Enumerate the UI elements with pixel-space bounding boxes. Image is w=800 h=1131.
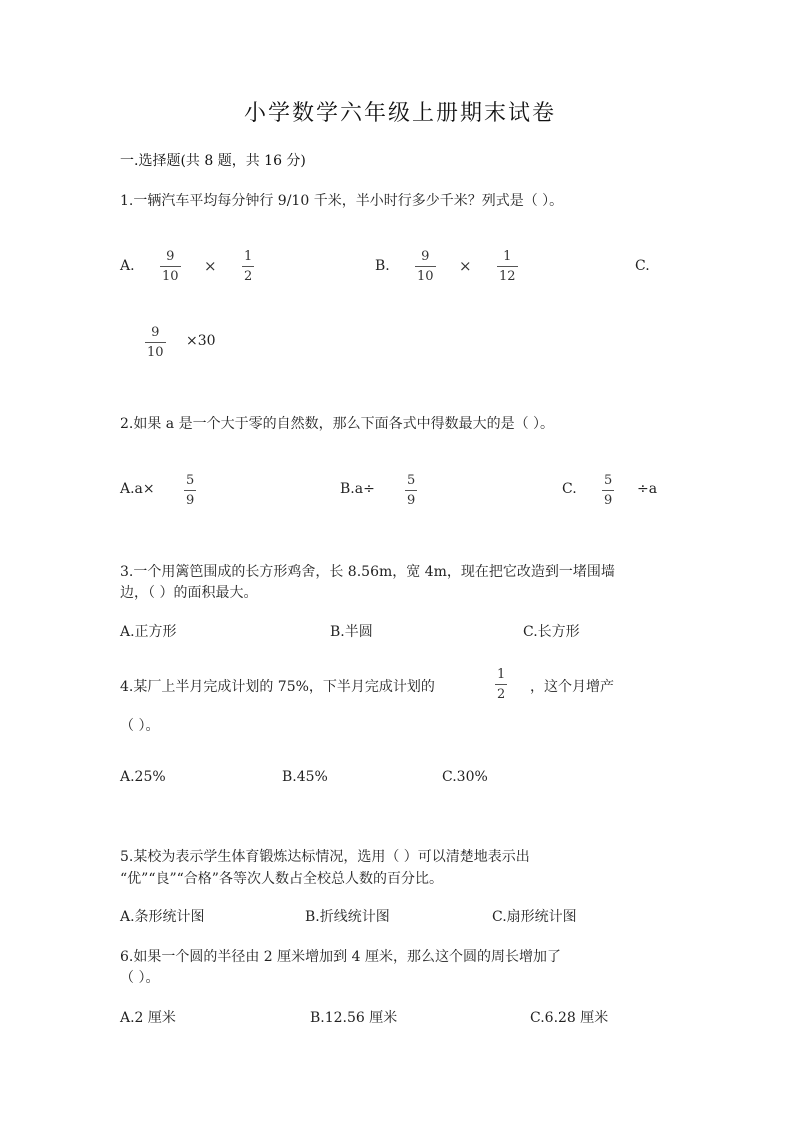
numerator: 1: [497, 667, 506, 682]
denominator: 2: [497, 687, 506, 702]
q2-option-a-label: A.a×: [120, 481, 155, 497]
denominator: 10: [162, 269, 179, 284]
numerator: 5: [186, 473, 195, 488]
numerator: 5: [407, 473, 416, 488]
times-sign: ×: [459, 257, 472, 275]
q2-option-b-fraction: [405, 474, 417, 507]
q5-option-b: B.折线统计图: [305, 909, 390, 925]
numerator: 9: [421, 249, 430, 264]
numerator: 9: [151, 325, 160, 340]
question-4-stem-part-1: 4.某厂上半月完成计划的 75%，下半月完成计划的: [120, 679, 435, 695]
q4-option-b: B.45%: [282, 769, 328, 785]
denominator: 2: [244, 269, 253, 284]
q4-option-a: A.25%: [120, 769, 166, 785]
page-title: 小学数学六年级上册期末试卷: [243, 101, 556, 126]
question-6-stem-line-2: （ ）。: [120, 970, 160, 986]
q2-option-c-fraction: [602, 474, 614, 507]
question-6-stem-line-1: 6.如果一个圆的半径由 2 厘米增加到 4 厘米，那么这个圆的周长增加了: [120, 949, 561, 965]
q6-option-c: C.6.28 厘米: [530, 1010, 609, 1026]
q5-option-c: C.扇形统计图: [492, 909, 577, 925]
q6-option-b: B.12.56 厘米: [310, 1010, 398, 1026]
question-2-stem: 2.如果 a 是一个大于零的自然数，那么下面各式中得数最大的是（ ）。: [120, 416, 555, 432]
numerator: 5: [604, 473, 613, 488]
q1-option-b-fraction-1: [415, 250, 436, 283]
q1-option-a-fraction-2: [242, 250, 254, 283]
numerator: 1: [244, 249, 253, 264]
times-sign: ×: [204, 257, 217, 275]
q1-option-a-fraction-1: [160, 250, 181, 283]
q1-option-a-label: A.: [120, 258, 135, 274]
q6-option-a: A.2 厘米: [120, 1010, 176, 1026]
q1-option-c-fraction: [145, 326, 166, 359]
q5-option-a: A.条形统计图: [120, 909, 205, 925]
question-4-stem-part-2: ，这个月增产: [530, 679, 614, 695]
q4-option-c: C.30%: [442, 769, 488, 785]
denominator: 9: [186, 493, 195, 508]
q3-option-c: C.长方形: [523, 624, 580, 640]
question-5-stem-line-1: 5.某校为表示学生体育锻炼达标情况，选用（ ）可以清楚地表示出: [120, 849, 530, 865]
numerator: 1: [503, 249, 512, 264]
q3-option-a: A.正方形: [120, 624, 177, 640]
section-heading: 一.选择题(共 8 题，共 16 分): [120, 153, 306, 169]
q2-option-b-label: B.a÷: [340, 481, 375, 497]
q2-option-c-label: C.: [562, 481, 577, 497]
question-3-stem-line-1: 3.一个用篱笆围成的长方形鸡舍，长 8.56m，宽 4m，现在把它改造到一堵围墙: [120, 564, 615, 580]
denominator: 9: [604, 493, 613, 508]
denominator: 12: [499, 269, 516, 284]
q1-option-b-fraction-2: [497, 250, 518, 283]
q3-option-b: B.半圆: [330, 624, 373, 640]
q1-option-b-label: B.: [375, 258, 390, 274]
question-4-stem-line-2: （ ）。: [120, 718, 160, 734]
denominator: 10: [417, 269, 434, 284]
q4-stem-fraction: [495, 668, 507, 701]
q1-option-c-tail: ×30: [186, 333, 216, 349]
q2-option-a-fraction: [184, 474, 196, 507]
q2-option-c-tail: ÷a: [637, 481, 658, 497]
question-5-stem-line-2: “优”“良”“合格”各等次人数占全校总人数的百分比。: [120, 871, 443, 887]
question-1-stem: 1.一辆汽车平均每分钟行 9/10 千米，半小时行多少千米？列式是（ ）。: [120, 193, 564, 209]
question-3-stem-line-2: 边，（ ）的面积最大。: [120, 585, 258, 601]
q1-option-c-label: C.: [635, 258, 650, 274]
denominator: 10: [147, 345, 164, 360]
denominator: 9: [407, 493, 416, 508]
numerator: 9: [166, 249, 175, 264]
